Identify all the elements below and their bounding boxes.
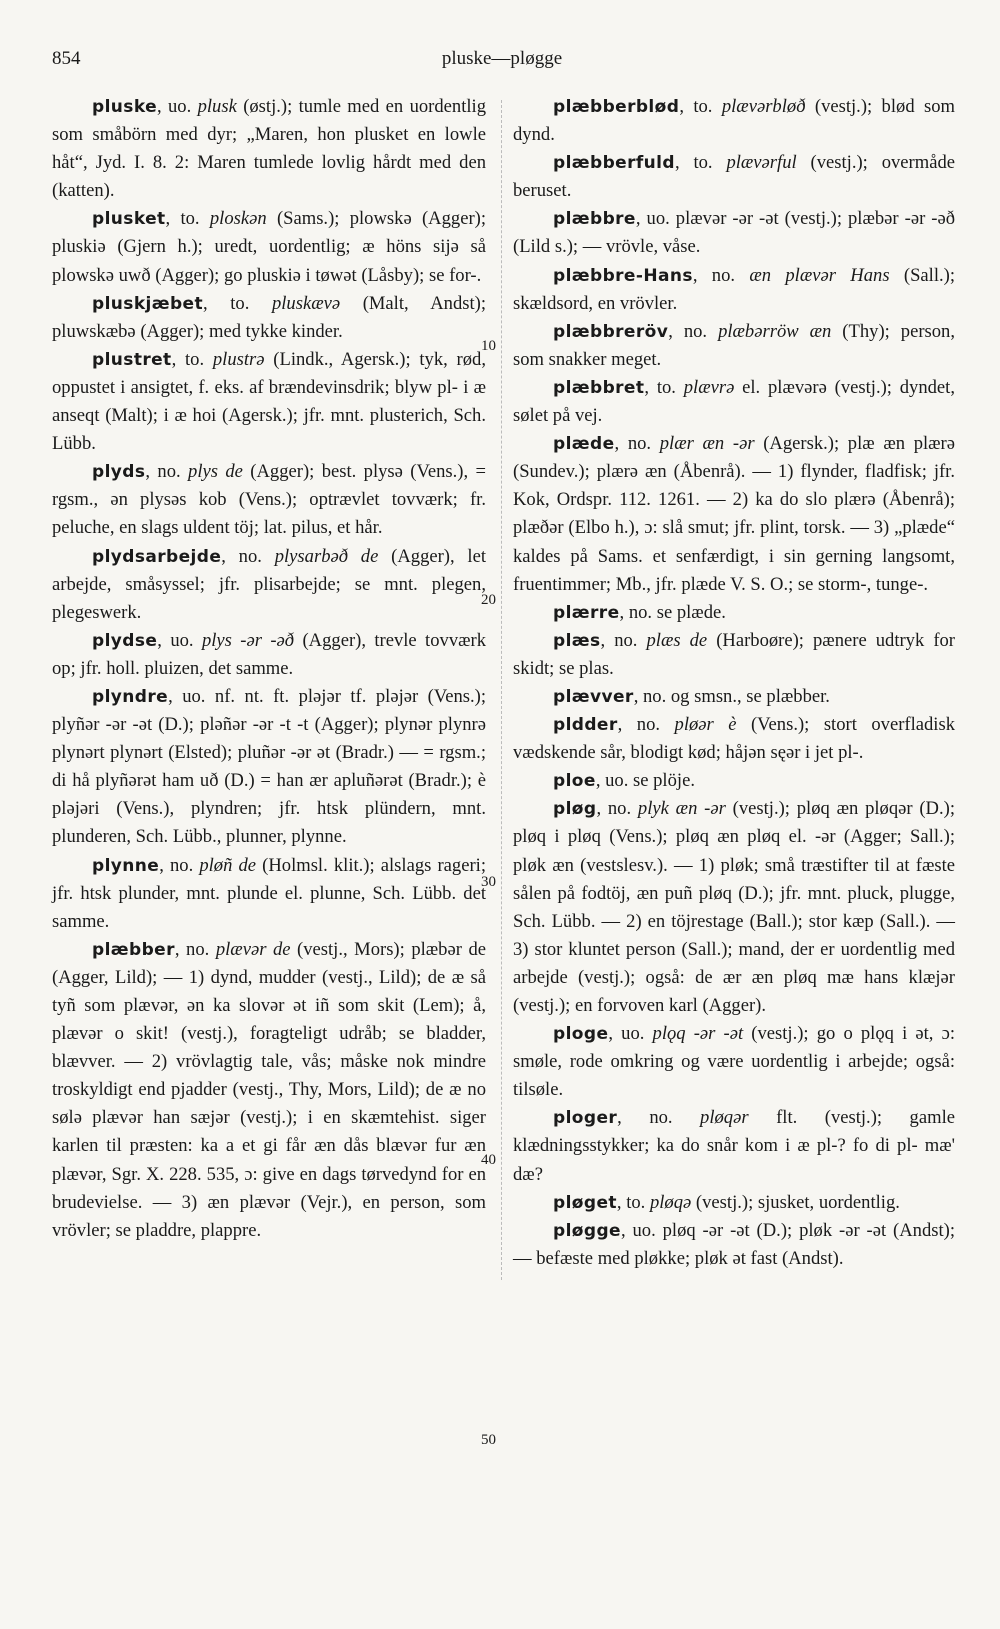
dictionary-entry bbox=[513, 262, 955, 318]
word-class: , no. bbox=[619, 601, 657, 623]
definition-text: el. plævərə (vestj.); dyndet, sølet på vej. bbox=[513, 376, 955, 427]
dictionary-entry bbox=[513, 93, 955, 149]
definition-text: (vestj.); blød som dynd. bbox=[513, 96, 955, 146]
dialect-form: plæs de bbox=[646, 629, 708, 651]
dictionary-entry bbox=[513, 1217, 955, 1273]
word-class: , to. bbox=[644, 376, 684, 398]
headword: plæbberfuld bbox=[553, 153, 675, 174]
definition-text: (Harboøre); pænere udtryk for skidt; se plas. bbox=[513, 629, 955, 679]
dialect-form: plustrə bbox=[212, 348, 265, 370]
definition-text: (Agger); best. plysə (Vens.), = rgsm., ən plysəs kob (Vens.); optrævlet tovværk; fr. peluche, en slags uldent töj; lat. pilus, et hår. bbox=[52, 461, 486, 539]
definition-text: (vestj., Mors); plæbər de (Agger, Lild); — 1) dynd, mudder (vestj., Lild); de æ så tyñ som plævər, ən ka slovər ət iñ som skit (Lem); å, plævər o skit! (vestj.), foragteligt udråb; se bladder, blævver. — 2) vrövlagtig tale, vås; måske nok mindre troskyldigt end pjadder (vestj., Thy, Mors, Lild); de æ no sølə plævər han sæjər (vestj.); i en skæmtehist. siger karlen til præsten: ka a et gi får æn dås blævər fur æn plævər, Sgr. X. 228. 535, ɔ: give en dags tørvedynd for en brudevielse. — 3) æn plævər (Vejr.), en person, som vrövler; se pladdre, plappre. bbox=[52, 938, 486, 1241]
dictionary-entry bbox=[52, 852, 486, 936]
headword: ploe bbox=[553, 771, 596, 792]
dialect-form: plys -ər -əð bbox=[201, 629, 295, 651]
dialect-form: plævərbløð bbox=[721, 96, 806, 117]
headword: plyds bbox=[92, 462, 146, 483]
headword: pløgge bbox=[553, 1220, 621, 1241]
word-class: , uo. bbox=[635, 208, 676, 230]
word-class: , no. bbox=[614, 433, 660, 455]
word-class: , uo. bbox=[168, 685, 215, 707]
headword: pluske bbox=[92, 97, 157, 117]
headword: plæde bbox=[553, 434, 615, 455]
definition-text: (Lindk., Agersk.); tyk, rød, oppustet i ansigtet, f. eks. af brændevinsdrik; blyw pl- i æ anseqt (Malt); i æ hoi (Agersk.); jfr. mnt. plusterich, Sch. Lübb. bbox=[52, 348, 486, 455]
headword: pluskjæbet bbox=[92, 293, 203, 314]
dictionary-entry bbox=[52, 93, 486, 205]
word-class: , to. bbox=[203, 292, 272, 314]
dictionary-entry bbox=[513, 430, 955, 599]
dictionary-entry bbox=[513, 627, 955, 683]
definition-text: pløq -ər -ət (D.); pløk -ər -ət (Andst); — befæste med pløkke; pløk ət fast (Andst). bbox=[513, 1219, 955, 1269]
word-class: , to. bbox=[165, 208, 210, 230]
line-number: 40 bbox=[481, 1152, 496, 1168]
headword: plærre bbox=[553, 602, 620, 623]
word-class: , uo. bbox=[595, 770, 633, 792]
left-column bbox=[52, 93, 486, 1245]
headword: plæbberblød bbox=[553, 97, 680, 117]
dialect-form: plævrə bbox=[683, 376, 735, 398]
word-class: , no. bbox=[633, 685, 671, 707]
headword: plydsarbejde bbox=[92, 546, 222, 567]
headword: plydse bbox=[92, 630, 158, 651]
headword: pløget bbox=[553, 1192, 617, 1213]
dictionary-entry bbox=[513, 374, 955, 430]
dictionary-entry bbox=[52, 290, 486, 346]
line-number: 30 bbox=[481, 874, 496, 890]
definition-text: se plæde. bbox=[656, 601, 726, 623]
dictionary-entry bbox=[513, 205, 955, 261]
word-class: , uo. bbox=[608, 1023, 653, 1045]
dictionary-entry bbox=[52, 936, 486, 1245]
headword: plusket bbox=[92, 209, 166, 230]
definition-text: (østj.); tumle med en uordentlig som småbörn med dyr; „Maren, hon plusket en lowle håt“, Jyd. I. 8. 2: Maren tumlede lovlig hårdt med den (katten). bbox=[52, 96, 486, 202]
line-number: 10 bbox=[481, 338, 496, 354]
word-class: , no. bbox=[668, 320, 719, 342]
definition-text: (Agger), let arbejde, småsyssel; jfr. plisarbejde; se mnt. plegen, plegeswerk. bbox=[52, 545, 487, 623]
word-class: , no. bbox=[221, 545, 275, 567]
definition-text: plævər -ər -ət (vestj.); plæbər -ər -əð (Lild s.); — vrövle, våse. bbox=[513, 208, 956, 258]
headword: pløg bbox=[553, 799, 597, 820]
word-class: , no. bbox=[692, 264, 750, 286]
dictionary-entry bbox=[513, 683, 955, 711]
headword: plæs bbox=[553, 630, 601, 651]
headword: pldder bbox=[553, 715, 618, 736]
word-class: , no. bbox=[145, 461, 189, 483]
definition-text: (Sall.); skældsord, en vrövler. bbox=[513, 264, 956, 314]
definition-text: se plöje. bbox=[633, 770, 695, 792]
definition-text: (vestj.); overmåde beruset. bbox=[513, 152, 956, 202]
line-number: 20 bbox=[481, 592, 496, 608]
dialect-form: plær æn -ər bbox=[659, 433, 755, 455]
word-class: , no. bbox=[600, 629, 647, 651]
headword: plynne bbox=[92, 855, 160, 876]
definition-text: (Agersk.); plæ æn plærə (Sundev.); plærə æn (Åbenrå). — 1) flynder, fladfisk; jfr. Kok, Ordspr. 112. 1261. — 2) ka do slo plærə (Åbenrå); plæðər (Elbo h.), ɔ: slå smut; jfr. plint, torsk. — 3) „plæde“ kaldes på Sams. et senfærdigt, i sin gerning langsomt, fruentimmer; Mb., jfr. plæde V. S. O.; se storm-, tunge-. bbox=[513, 433, 955, 595]
page-number: 854 bbox=[52, 48, 81, 69]
dictionary-entry bbox=[513, 795, 955, 1020]
definition-text: (Agger), trevle tovværk op; jfr. holl. pluizen, det samme. bbox=[52, 629, 487, 679]
dialect-form: æn plævər Hans bbox=[749, 264, 890, 286]
page-header bbox=[52, 48, 952, 78]
dialect-form: ploskən bbox=[209, 208, 267, 230]
dialect-form: plǫq -ər -ət bbox=[652, 1023, 744, 1045]
dialect-form: pløər è bbox=[674, 714, 737, 736]
headword: plæbbre bbox=[553, 209, 636, 230]
headword: plæbbre-Hans bbox=[553, 265, 693, 286]
definition-text: (vestj.); sjusket, uordentlig. bbox=[691, 1191, 900, 1213]
word-class: , to. bbox=[679, 96, 722, 117]
definition-text: (vestj.); pløq æn pløqər (D.); pløq i pløq (Vens.); pløq æn pløq el. -ər (Agger; Sall.); pløk æn (vestslesv.). — 1) pløk; små træstifter til at fæste sålen på fodtöj, æn puñ pløq (D.); jfr. mnt. pluck, plugge, Sch. Lübb. — 2) en töjrestage (Ball.); stor kæp (Sall.). — 3) stor kluntet person (Sall.); mand, der er uordentlig med arbejde (vestj.); også: de ær æn pløq mæ hans klæjər (vestj.); en forvoven karl (Agger). bbox=[513, 798, 955, 1016]
headword: plæbber bbox=[92, 939, 175, 960]
word-class: , uo. bbox=[620, 1219, 663, 1241]
word-class: , to. bbox=[171, 348, 213, 370]
dialect-form: plys de bbox=[188, 461, 243, 483]
word-class: , uo. bbox=[157, 96, 198, 117]
headword: plustret bbox=[92, 349, 172, 370]
dictionary-entry bbox=[52, 627, 486, 683]
dialect-form: plævərful bbox=[726, 152, 797, 174]
dictionary-entry bbox=[52, 683, 486, 852]
definition-text: (vestj.); go o plǫq i ət, ɔ: smøle, rode omkring og være uordentlig i arbejde; også: tilsøle. bbox=[513, 1023, 955, 1101]
word-class: , no. bbox=[159, 854, 200, 876]
headword: ploge bbox=[553, 1024, 609, 1045]
dictionary-entry bbox=[513, 711, 955, 767]
running-head: pluske—pløgge bbox=[441, 48, 563, 69]
dictionary-entry bbox=[513, 149, 955, 205]
dictionary-entry bbox=[513, 1020, 955, 1104]
dialect-form: pløqə bbox=[649, 1191, 692, 1213]
headword: plæbbreröv bbox=[553, 321, 669, 342]
dictionary-entry bbox=[513, 767, 955, 795]
headword: plæbbret bbox=[553, 377, 645, 398]
definition-text: (Thy); person, som snakker meget. bbox=[513, 320, 955, 370]
headword: plævver bbox=[553, 686, 634, 707]
dictionary-entry bbox=[52, 205, 486, 289]
right-column bbox=[513, 93, 955, 1273]
dictionary-entry bbox=[513, 1104, 955, 1188]
word-class: , to. bbox=[616, 1191, 650, 1213]
dialect-form: plusk bbox=[197, 96, 237, 117]
word-class: , uo. bbox=[157, 629, 202, 651]
column-divider bbox=[501, 100, 503, 1280]
word-class: , no. bbox=[617, 714, 675, 736]
headword: plyndre bbox=[92, 686, 169, 707]
line-number: 50 bbox=[481, 1432, 496, 1448]
definition-text: (Vens.); stort overfladisk vædskende sår, blodigt kød; håjən sęər i jet pl-. bbox=[513, 714, 955, 764]
dialect-form: plævər de bbox=[215, 938, 291, 960]
dialect-form: pløqər bbox=[700, 1107, 749, 1129]
dictionary-entry bbox=[52, 346, 486, 458]
dialect-form: plysarbəð de bbox=[274, 545, 379, 567]
word-class: , no. bbox=[617, 1107, 701, 1129]
dialect-form: plæbərröw æn bbox=[718, 320, 832, 342]
dialect-form: plyk æn -ər bbox=[637, 798, 726, 820]
dictionary-entry bbox=[52, 543, 486, 627]
headword: ploger bbox=[553, 1108, 618, 1129]
definition-text: (Sams.); plowskə (Agger); pluskiə (Gjern h.); uredt, uordentlig; æ höns sijə så plowskə uwð (Agger); go pluskiə i tøwət (Låsby); se for-. bbox=[52, 208, 486, 286]
word-class: , no. bbox=[174, 938, 216, 960]
word-class: , no. bbox=[596, 798, 638, 820]
dictionary-entry bbox=[513, 599, 955, 627]
definition-text: og smsn., se plæbber. bbox=[670, 685, 830, 707]
dictionary-entry bbox=[513, 318, 955, 374]
dialect-form: pløñ de bbox=[199, 854, 257, 876]
definition-text: (Holmsl. klit.); alslags rageri; jfr. htsk plunder, mnt. plunde el. plunne, Sch. Lübb. det samme. bbox=[52, 854, 486, 932]
definition-text: nf. nt. ft. pləjər tf. pləjər (Vens.); plyñər -ər -ət (D.); pləñər -ər -t -t (Agger); plynər plynrə plynərt plynərt (Elsted); pluñər -ər ət (Bradr.) — = rgsm.; di hå plyñərət ham uð (D.) = han ær apluñərət (Bradr.); è pləjəri (Vens.), plyndren; jfr. htsk plündern, mnt. plunderen, Sch. Lübb., plunner, plynne. bbox=[52, 685, 487, 848]
dictionary-entry bbox=[52, 458, 486, 542]
definition-text: (Malt, Andst); pluwskæbə (Agger); med tykke kinder. bbox=[52, 292, 487, 342]
definition-text: flt. (vestj.); gamle klædningsstykker; ka do snår kom i æ pl-? fo di pl- mæ' dæ? bbox=[513, 1107, 955, 1185]
dictionary-entry bbox=[513, 1189, 955, 1217]
word-class: , to. bbox=[674, 152, 727, 174]
dialect-form: pluskævə bbox=[271, 292, 341, 314]
